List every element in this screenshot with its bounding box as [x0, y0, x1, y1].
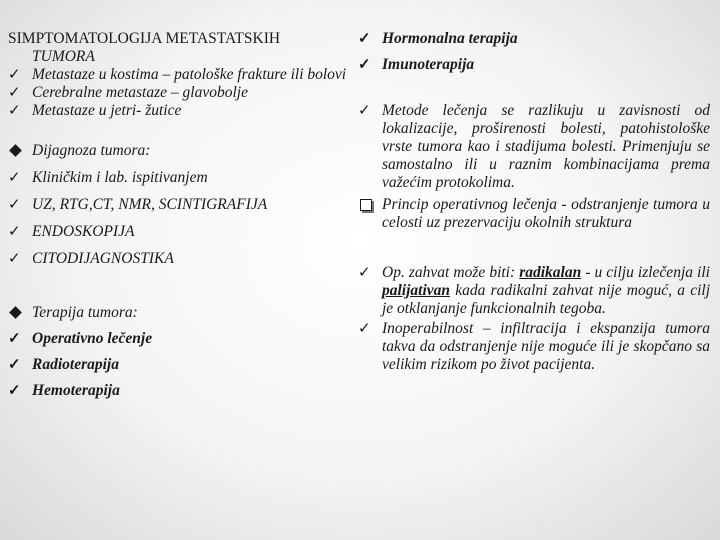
therapy-item: ✓ Hemoterapija	[8, 382, 120, 399]
diagnosis-heading: Dijagnoza tumora:	[8, 142, 353, 160]
immunotherapy-item: ✓ Imunoterapija	[358, 56, 475, 73]
check-icon: ✓	[8, 357, 21, 373]
therapy-item: ✓ Operativno lečenje	[8, 330, 153, 347]
check-icon: ✓	[358, 265, 371, 281]
therapy-heading: Terapija tumora:	[8, 304, 353, 322]
diagnosis-item: ✓ UZ, RTG,CT, NMR, SCINTIGRAFIJA	[8, 196, 268, 213]
left-column	[8, 30, 353, 400]
title-line-1: SIMPTOMATOLOGIJA METASTATSKIH	[8, 30, 281, 47]
check-icon: ✓	[358, 31, 371, 47]
symptom-item: ✓ Metastaze u kostima – patološke frakture ili bolovi	[8, 66, 347, 83]
check-icon: ✓	[8, 103, 21, 119]
metastatic-symptoms-title	[8, 30, 353, 66]
treatment-methods-item: ✓ Metode lečenja se razlikuju u zavisnosti od lokalizacije, proširenosti bolesti, patohistološke vrste tumora kao i stadijuma bolesti. Primenjuju se samostalno ili u raznim kombinacijama prema važećim protokolima.	[358, 102, 710, 191]
check-icon: ✓	[358, 103, 371, 119]
diagnosis-item: ✓ Kliničkim i lab. ispitivanjem	[8, 169, 208, 186]
surgery-principle-item: Princip operativnog lečenja - odstranjenje tumora u celosti uz prezervaciju okolnih struktura	[358, 196, 710, 232]
check-icon: ✓	[8, 331, 21, 347]
diamond-bullet-icon	[8, 304, 30, 322]
therapy-item: ✓ Radioterapija	[8, 356, 119, 373]
hormonal-therapy-item: ✓ Hormonalna terapija	[358, 30, 518, 47]
check-icon: ✓	[358, 321, 371, 337]
symptom-item: ✓ Metastaze u jetri- žutice	[8, 102, 182, 119]
check-icon: ✓	[8, 224, 21, 240]
right-column	[358, 30, 710, 374]
check-icon: ✓	[8, 197, 21, 213]
surgery-types-item: ✓ Op. zahvat može biti: radikalan - u cilju izlečenja ili palijativan kada radikalni zahvat nije moguć, a cilj je otklanjanje funkcionalnih tegoba.	[358, 264, 710, 317]
check-icon: ✓	[8, 251, 21, 267]
symptom-item: ✓ Cerebralne metastaze – glavobolje	[8, 84, 248, 101]
square-bullet-icon	[358, 196, 380, 216]
check-icon: ✓	[8, 67, 21, 83]
check-icon: ✓	[8, 170, 21, 186]
check-icon: ✓	[358, 57, 371, 73]
palliative-term: palijativan	[382, 282, 451, 299]
inoperability-item: ✓ Inoperabilnost – infiltracija i ekspanzija tumora takva da odstranjenje nije moguće ili je skopčano sa velikim rizikom po život pacijenta.	[358, 320, 710, 373]
check-icon: ✓	[8, 85, 21, 101]
radical-term: radikalan	[519, 264, 582, 281]
diagnosis-item: ✓ ENDOSKOPIJA	[8, 223, 135, 240]
diagnosis-item: ✓ CITODIJAGNOSTIKA	[8, 250, 174, 267]
title-line-2: TUMORA	[32, 48, 95, 65]
check-icon: ✓	[8, 383, 21, 399]
diamond-bullet-icon	[8, 142, 30, 160]
